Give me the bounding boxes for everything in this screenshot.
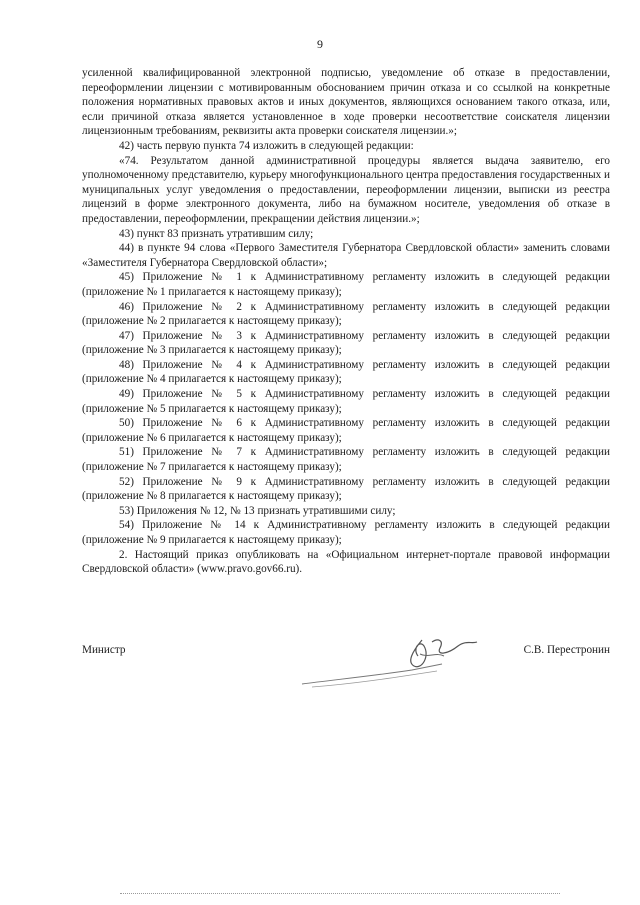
- paragraph-item-43: 43) пункт 83 признать утратившим силу;: [119, 227, 314, 240]
- paragraph-item-52: 52) Приложение № 9 к Административному регламенту изложить в следующей редакции (приложение № 8 прилагается к настоящему приказу);: [82, 475, 610, 503]
- signatory-title: Министр: [82, 644, 126, 656]
- paragraph-item-42: 42) часть первую пункта 74 изложить в следующей редакции:: [119, 139, 414, 152]
- signatory-name: С.В. Перестронин: [523, 644, 610, 656]
- paragraph-item-49: 49) Приложение № 5 к Административному регламенту изложить в следующей редакции (приложение № 5 прилагается к настоящему приказу);: [82, 388, 610, 415]
- paragraph-item-51: 51) Приложение № 7 к Административному регламенту изложить в следующей редакции (приложение № 7 прилагается к настоящему приказу);: [82, 446, 610, 474]
- paragraph-item-54: 54) Приложение № 14 к Административному регламенту изложить в следующей редакции (приложение № 9 прилагается к настоящему приказу);: [82, 519, 610, 546]
- paragraph-item-45: 45) Приложение № 1 к Административному регламенту изложить в следующей редакции (приложение № 1 прилагается к настоящему приказу);: [82, 271, 610, 298]
- paragraph-continuation: усиленной квалифицированной электронной подписью, уведомление об отказе в предоставлении, переоформлении лицензии с мотивированным обоснованием причин отказа и со ссылкой на конкретные положения нормативных правовых актов и иных документов, являющихся основанием такого отказа, или, если причиной отказа является установленное в ходе проверки несоответствие соискателя лицензии лицензионным требованиям, реквизиты акта проверки соискателя лицензии.»;: [82, 67, 610, 138]
- signature-block: [82, 644, 610, 704]
- paragraph-item-46: 46) Приложение № 2 к Административному регламенту изложить в следующей редакции (приложение № 2 прилагается к настоящему приказу);: [82, 300, 610, 328]
- paragraph-item-53: 53) Приложения № 12, № 13 признать утратившими силу;: [119, 504, 396, 517]
- document-body: [82, 66, 610, 577]
- paragraph-item-44: 44) в пункте 94 слова «Первого Заместителя Губернатора Свердловской области» заменить словами «Заместителя Губернатора Свердловской области»;: [82, 242, 610, 269]
- footer-dotted-line: [120, 893, 560, 896]
- handwritten-signature: [272, 630, 502, 690]
- paragraph-item-74-text: «74. Результатом данной административной процедуры является выдача заявителю, его уполномоченному представителю, курьеру многофункционального центра предоставления государственных и муниципальных услуг уведомления о предоставлении, переоформлении лицензии, выписки из реестра лицензий в форме электронного документа, либо на бумажном носителе, уведомления об отказе в предоставлении, переоформлении, прекращении действия лицензии.»;: [82, 154, 610, 225]
- paragraph-publication: 2. Настоящий приказ опубликовать на «Официальном интернет-портале правовой информации Свердловской области» (www.pravo.gov66.ru).: [82, 548, 610, 576]
- paragraph-item-47: 47) Приложение № 3 к Административному регламенту изложить в следующей редакции (приложение № 3 прилагается к настоящему приказу);: [82, 329, 610, 357]
- page-number: 9: [317, 37, 323, 51]
- paragraph-item-48: 48) Приложение № 4 к Административному регламенту изложить в следующей редакции (приложение № 4 прилагается к настоящему приказу);: [82, 358, 610, 386]
- paragraph-item-50: 50) Приложение № 6 к Административному регламенту изложить в следующей редакции (приложение № 6 прилагается к настоящему приказу);: [82, 417, 610, 444]
